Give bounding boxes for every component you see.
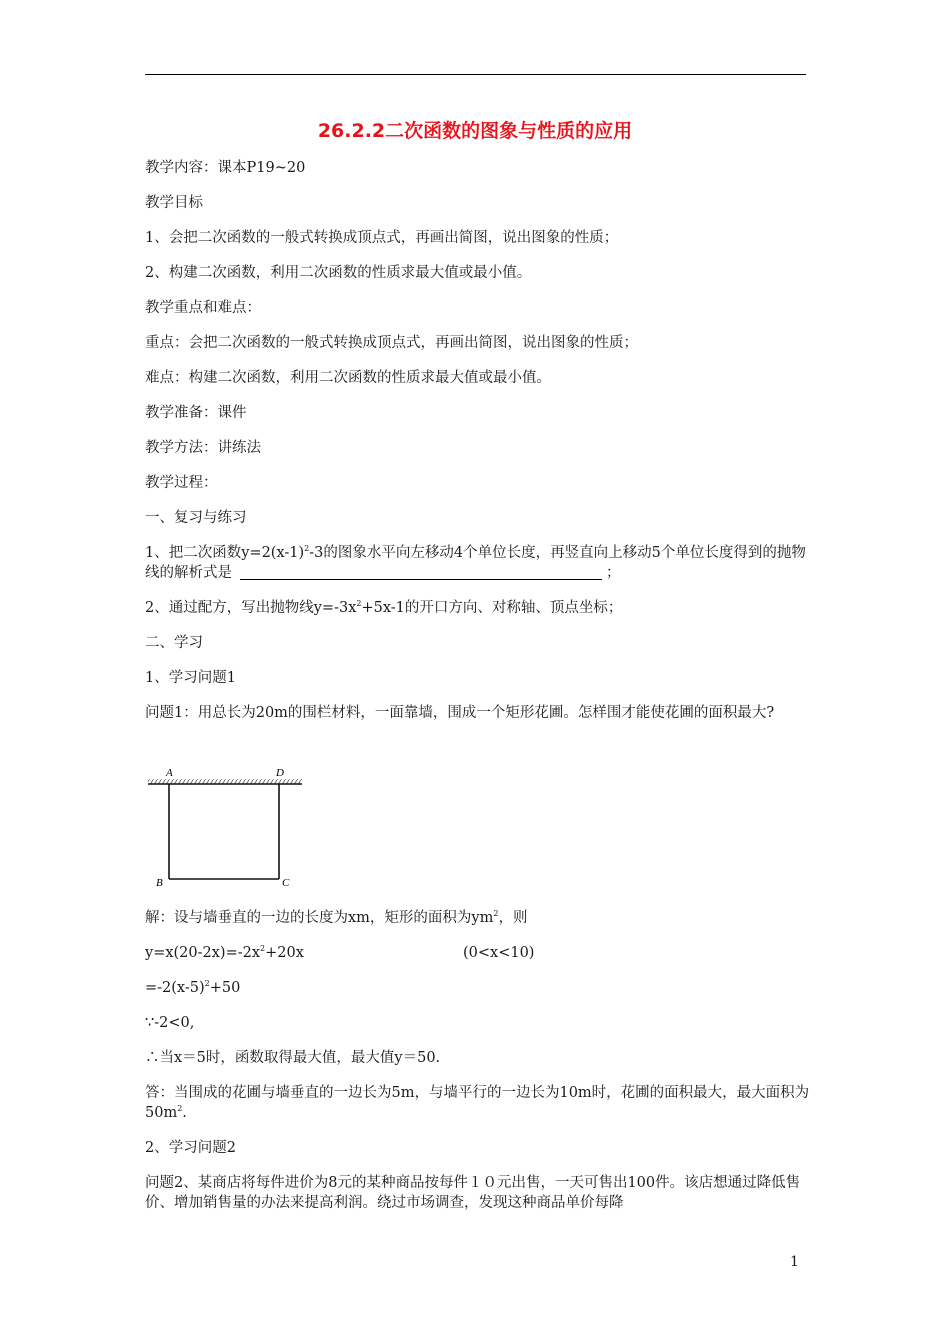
section-1-heading: 一、复习与练习 [145, 510, 247, 526]
goal-1: 1、会把二次函数的一般式转换成顶点式，再画出简图，说出图象的性质； [145, 230, 619, 246]
section-2-heading: 二、学习 [145, 635, 203, 651]
study-1-heading: 1、学习问题1 [145, 670, 236, 686]
exercise-1 [145, 543, 810, 583]
therefore-line: ∴当x＝5时，函数取得最大值，最大值y＝50. [145, 1050, 441, 1066]
problem-2: 问题2、某商店将每件进价为8元的某种商品按每件１０元出售，一天可售出100件。该店想通过降低售价、增加销售量的办法来提高利润。绕过市场调查，发现这种商品单价每降 [145, 1175, 801, 1211]
hard-point: 难点：构建二次函数，利用二次函数的性质求最大值或最小值。 [145, 370, 551, 386]
solution-intro [145, 908, 810, 928]
problem-1: 问题1：用总长为20m的围栏材料，一面靠墙，围成一个矩形花圃。怎样围才能使花圃的面积最大? [145, 705, 775, 721]
superscript: 2 [177, 1104, 183, 1113]
answer-text-b: . [182, 1105, 187, 1121]
exercise-2-text-b: +5x-1的开口方向、对称轴、顶点坐标； [361, 600, 623, 616]
exercise-2 [145, 598, 810, 618]
label-b: B [156, 877, 163, 889]
label-d: D [276, 767, 284, 779]
teaching-process: 教学过程： [145, 475, 218, 491]
header-rule [145, 74, 806, 75]
page-number: 1 [790, 1254, 799, 1270]
label-a: A [166, 767, 173, 779]
equation-2-text-b: +50 [209, 980, 241, 996]
equation-1-text-b: +20x [265, 945, 304, 961]
because-line: ∵-2<0, [145, 1015, 195, 1031]
equation-1-text-a: y=x(20-2x)=-2x [145, 945, 261, 961]
exercise-1-end: ； [606, 565, 621, 581]
goal-2: 2、构建二次函数，利用二次函数的性质求最大值或最小值。 [145, 265, 532, 281]
superscript: 2 [260, 944, 266, 953]
label-c: C [282, 877, 290, 889]
wall-hatching [148, 779, 302, 784]
answer-blank[interactable] [240, 565, 602, 580]
goals-heading: 教学目标 [145, 195, 203, 211]
superscript: 2 [204, 979, 210, 988]
answer-paragraph [145, 1083, 810, 1123]
teaching-method: 教学方法：讲练法 [145, 440, 261, 456]
equation-2-text-a: =-2(x-5) [145, 980, 205, 996]
solution-text-b: ，则 [498, 910, 528, 926]
key-point: 重点：会把二次函数的一般式转换成顶点式，再画出简图，说出图象的性质； [145, 335, 638, 351]
superscript: 2 [304, 544, 310, 553]
superscript: 2 [493, 909, 499, 918]
exercise-1-text-b: -3的图象水平向左移动4个单位长度，再竖直向上移动5个单位长度得到的抛物线的解析式是 [145, 545, 806, 581]
equation-1 [145, 943, 810, 963]
equation-2 [145, 978, 810, 998]
teaching-prep: 教学准备：课件 [145, 405, 247, 421]
study-2-heading: 2、学习问题2 [145, 1140, 236, 1156]
exercise-2-text-a: 2、通过配方，写出抛物线y=-3x [145, 600, 357, 616]
key-heading: 教学重点和难点： [145, 300, 261, 316]
page-title: 26.2.2二次函数的图象与性质的应用 [317, 120, 633, 142]
rectangle-figure [145, 762, 305, 892]
exercise-1-text-a: 1、把二次函数y=2(x-1) [145, 545, 305, 561]
teaching-content: 教学内容：课本P19~20 [145, 160, 306, 176]
domain-condition: (0<x<10) [463, 945, 535, 961]
answer-text-a: 答：当围成的花圃与墙垂直的一边长为5m，与墙平行的一边长为10m时，花圃的面积最大，最大面积为50m [145, 1085, 810, 1121]
superscript: 2 [356, 599, 362, 608]
solution-text-a: 解：设与墙垂直的一边的长度为xm，矩形的面积为ym [145, 910, 494, 926]
